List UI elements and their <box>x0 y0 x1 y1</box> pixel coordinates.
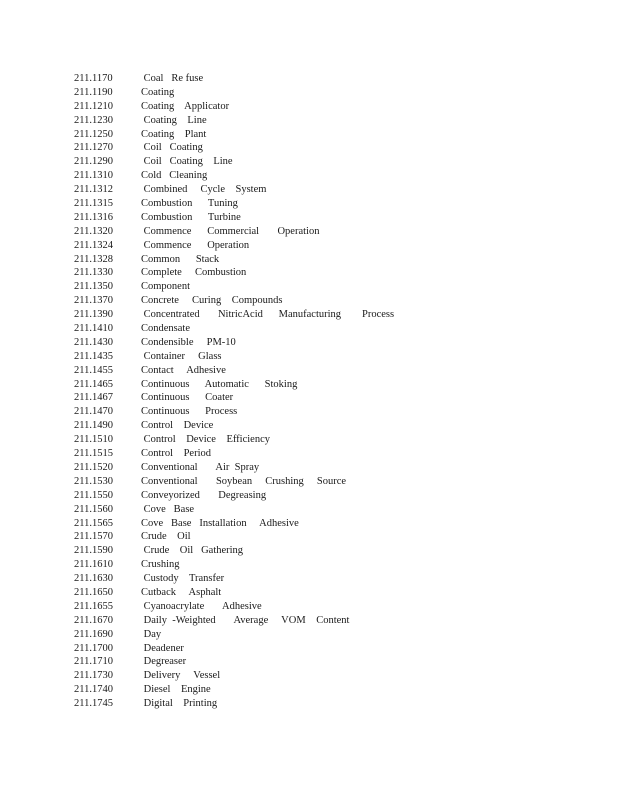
defined-term: Continuous Process <box>141 406 238 418</box>
defined-term: Container Glass <box>141 350 222 362</box>
section-code: 211.1250 <box>74 128 113 140</box>
defined-term: Coating Applicator <box>141 100 230 112</box>
index-row <box>74 308 594 322</box>
defined-term: Control Device Efficiency <box>141 434 270 446</box>
index-row <box>74 364 594 378</box>
section-code: 211.1670 <box>74 614 113 626</box>
section-code: 211.1330 <box>74 267 113 279</box>
section-code: 211.1465 <box>74 378 113 390</box>
section-code: 211.1530 <box>74 475 113 487</box>
defined-term: Coating Line <box>141 114 207 126</box>
section-code: 211.1467 <box>74 392 113 404</box>
defined-term: Coil Coating <box>141 142 203 154</box>
defined-term: Combined Cycle System <box>141 184 267 196</box>
index-row <box>74 197 594 211</box>
defined-term: Conventional Soybean Crushing Source <box>141 475 347 487</box>
defined-term: Daily -Weighted Average VOM Content <box>141 614 350 626</box>
index-row <box>74 405 594 419</box>
index-row <box>74 183 594 197</box>
defined-term: Diesel Engine <box>141 684 211 696</box>
section-code: 211.1435 <box>74 350 113 362</box>
section-code: 211.1700 <box>74 642 113 654</box>
index-row <box>74 280 594 294</box>
section-code: 211.1730 <box>74 670 113 682</box>
index-row <box>74 503 594 517</box>
index-row <box>74 169 594 183</box>
index-row <box>74 141 594 155</box>
section-code: 211.1390 <box>74 309 113 321</box>
index-row <box>74 544 594 558</box>
section-code: 211.1745 <box>74 698 113 710</box>
defined-term: Day <box>141 628 162 640</box>
section-code: 211.1710 <box>74 656 113 668</box>
defined-term: Contact Adhesive <box>141 364 226 376</box>
defined-term: Control Device <box>141 420 214 432</box>
section-code: 211.1328 <box>74 253 113 265</box>
index-row <box>74 114 594 128</box>
section-code: 211.1430 <box>74 336 113 348</box>
section-code: 211.1324 <box>74 239 113 251</box>
index-row <box>74 628 594 642</box>
section-code: 211.1655 <box>74 600 113 612</box>
defined-term: Cold Cleaning <box>141 170 208 182</box>
defined-term: Crude Oil <box>141 531 191 543</box>
defined-term: Continuous Automatic Stoking <box>141 378 298 390</box>
index-row <box>74 669 594 683</box>
section-code: 211.1630 <box>74 573 113 585</box>
index-row <box>74 419 594 433</box>
section-code: 211.1610 <box>74 559 113 571</box>
index-row <box>74 128 594 142</box>
defined-term: Common Stack <box>141 253 220 265</box>
defined-term: Deadener <box>141 642 184 654</box>
defined-term: Delivery Vessel <box>141 670 221 682</box>
defined-term: Component <box>141 281 190 293</box>
defined-term: Coating <box>141 86 175 98</box>
section-code: 211.1310 <box>74 170 113 182</box>
defined-term: Commence Commercial Operation <box>141 225 320 237</box>
defined-term: Complete Combustion <box>141 267 247 279</box>
section-code: 211.1570 <box>74 531 113 543</box>
index-row <box>74 225 594 239</box>
section-code: 211.1455 <box>74 364 113 376</box>
section-code: 211.1490 <box>74 420 113 432</box>
index-row <box>74 211 594 225</box>
section-code: 211.1320 <box>74 225 113 237</box>
defined-term: Combustion Tuning <box>141 198 238 210</box>
defined-term: Concrete Curing Compounds <box>141 295 283 307</box>
index-row <box>74 517 594 531</box>
defined-term: Coal Re fuse <box>141 73 204 84</box>
index-row <box>74 461 594 475</box>
section-code: 211.1650 <box>74 586 113 598</box>
defined-term: Conventional Air Spray <box>141 461 260 473</box>
section-code: 211.1740 <box>74 684 113 696</box>
index-row <box>74 447 594 461</box>
section-code: 211.1470 <box>74 406 113 418</box>
defined-term: Digital Printing <box>141 698 218 710</box>
index-row <box>74 572 594 586</box>
index-row <box>74 253 594 267</box>
index-row <box>74 642 594 656</box>
index-row <box>74 489 594 503</box>
defined-term: Coil Coating Line <box>141 156 233 168</box>
definition-index-list <box>74 72 594 711</box>
defined-term: Condensate <box>141 323 190 335</box>
section-code: 211.1315 <box>74 198 113 210</box>
index-row <box>74 391 594 405</box>
section-code: 211.1690 <box>74 628 113 640</box>
defined-term: Concentrated NitricAcid Manufacturing Process <box>141 309 395 321</box>
section-code: 211.1270 <box>74 142 113 154</box>
section-code: 211.1170 <box>74 73 113 84</box>
index-row <box>74 697 594 711</box>
index-row <box>74 530 594 544</box>
defined-term: Cove Base <box>141 503 195 515</box>
index-row <box>74 586 594 600</box>
index-row <box>74 350 594 364</box>
section-code: 211.1565 <box>74 517 113 529</box>
index-row <box>74 600 594 614</box>
index-row <box>74 475 594 489</box>
defined-term: Condensible PM-10 <box>141 336 236 348</box>
index-row <box>74 100 594 114</box>
index-row <box>74 433 594 447</box>
defined-term: Cutback Asphalt <box>141 586 222 598</box>
index-row <box>74 336 594 350</box>
section-code: 211.1370 <box>74 295 113 307</box>
defined-term: Coating Plant <box>141 128 207 140</box>
section-code: 211.1230 <box>74 114 113 126</box>
section-code: 211.1410 <box>74 323 113 335</box>
section-code: 211.1316 <box>74 211 113 223</box>
index-row <box>74 322 594 336</box>
index-row <box>74 294 594 308</box>
section-code: 211.1210 <box>74 100 113 112</box>
index-row <box>74 155 594 169</box>
section-code: 211.1290 <box>74 156 113 168</box>
defined-term: Crude Oil Gathering <box>141 545 244 557</box>
index-row <box>74 655 594 669</box>
index-row <box>74 266 594 280</box>
section-code: 211.1350 <box>74 281 113 293</box>
section-code: 211.1560 <box>74 503 113 515</box>
defined-term: Control Period <box>141 448 211 460</box>
section-code: 211.1590 <box>74 545 113 557</box>
index-row <box>74 683 594 697</box>
index-row <box>74 72 594 86</box>
defined-term: Conveyorized Degreasing <box>141 489 267 501</box>
section-code: 211.1510 <box>74 434 113 446</box>
index-row <box>74 239 594 253</box>
defined-term: Custody Transfer <box>141 573 225 585</box>
defined-term: Continuous Coater <box>141 392 234 404</box>
section-code: 211.1312 <box>74 184 113 196</box>
defined-term: Combustion Turbine <box>141 211 241 223</box>
section-code: 211.1520 <box>74 461 113 473</box>
defined-term: Crushing <box>141 559 180 571</box>
index-row <box>74 614 594 628</box>
defined-term: Cyanoacrylate Adhesive <box>141 600 262 612</box>
index-row <box>74 86 594 100</box>
section-code: 211.1190 <box>74 86 113 98</box>
index-row <box>74 558 594 572</box>
index-row <box>74 378 594 392</box>
defined-term: Cove Base Installation Adhesive <box>141 517 299 529</box>
defined-term: Degreaser <box>141 656 187 668</box>
section-code: 211.1550 <box>74 489 113 501</box>
defined-term: Commence Operation <box>141 239 250 251</box>
section-code: 211.1515 <box>74 448 113 460</box>
